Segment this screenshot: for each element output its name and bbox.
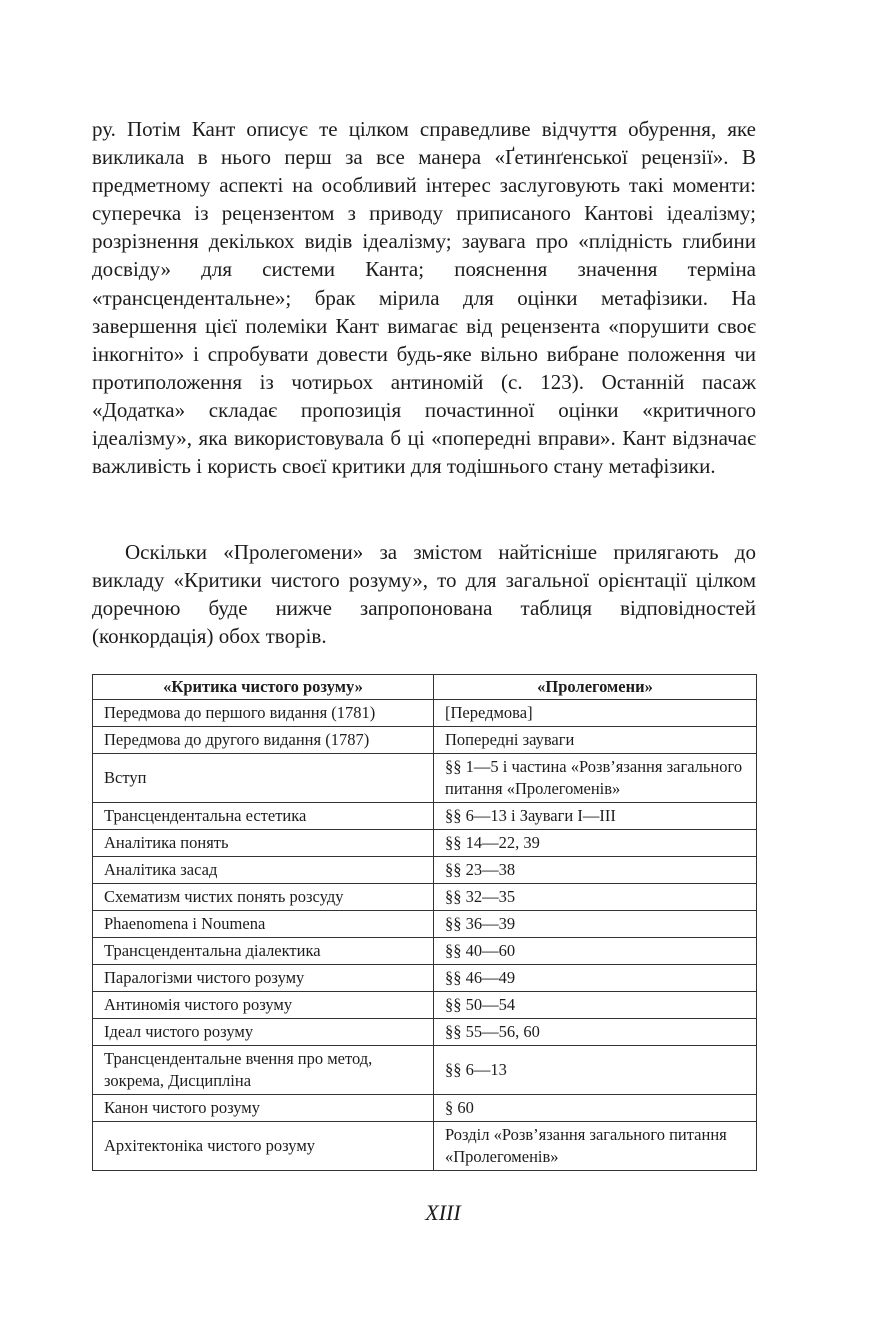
critique-cell: Передмова до першого видання (1781) — [93, 700, 434, 727]
prolegomena-cell: §§ 50—54 — [434, 992, 757, 1019]
critique-cell: Антиномія чистого розуму — [93, 992, 434, 1019]
critique-cell: Схематизм чистих понять розсуду — [93, 884, 434, 911]
table-row — [93, 754, 757, 803]
prolegomena-cell: §§ 55—56, 60 — [434, 1019, 757, 1046]
critique-cell: Трансцендентальне вчення про метод, зокрема, Дисципліна — [93, 1046, 434, 1095]
prolegomena-cell: §§ 6—13 і Зауваги I—III — [434, 803, 757, 830]
body-paragraph-1: ру. Потім Кант описує те цілком справедливе відчуття обурення, яке викликала в нього перш за все манера «Ґетинґенської рецензії». В предметному аспекті на особливий інтерес заслуговують такі моменти: суперечка із рецензентом з приводу приписаного Кантові ідеалізму; розрізнення декількох видів ідеалізму; заувага про «плідність глибини досвіду» для системи Канта; пояснення значення терміна «трансцендентальне»; брак мірила для оцінки метафізики. На завершення цієї полеміки Кант вимагає від рецензента «порушити своє інкогніто» і спробувати довести будь-яке вільно вибране положення чи протиположення із чотирьох антиномій (с. 123). Останній пасаж «Додатка» складає пропозиція почастинної оцінки «критичного ідеалізму», яка використовувала б ці «попередні вправи». Кант відзначає важливість і користь своєї критики для тодішнього стану метафізики. — [92, 117, 756, 479]
critique-cell: Паралогізми чистого розуму — [93, 965, 434, 992]
critique-cell: Вступ — [93, 754, 434, 803]
table-row — [93, 938, 757, 965]
prolegomena-cell: §§ 36—39 — [434, 911, 757, 938]
critique-cell: Канон чистого розуму — [93, 1095, 434, 1122]
critique-cell: Phaenomena і Noumena — [93, 911, 434, 938]
page-number: XIII — [425, 1200, 461, 1225]
critique-cell: Трансцендентальна естетика — [93, 803, 434, 830]
critique-cell: Аналітика понять — [93, 830, 434, 857]
prolegomena-cell: Розділ «Розв’язання загального питання «Пролегоменів» — [434, 1122, 757, 1171]
table-row — [93, 1046, 757, 1095]
table-row — [93, 830, 757, 857]
table-row — [93, 700, 757, 727]
table-row — [93, 911, 757, 938]
prolegomena-cell: [Передмова] — [434, 700, 757, 727]
column-header-prolegomena: «Пролегомени» — [434, 675, 757, 700]
prolegomena-cell: §§ 40—60 — [434, 938, 757, 965]
prolegomena-cell: § 60 — [434, 1095, 757, 1122]
prolegomena-cell: §§ 46—49 — [434, 965, 757, 992]
prolegomena-cell: §§ 1—5 і частина «Розв’язання загального питання «Пролегоменів» — [434, 754, 757, 803]
critique-cell: Архітектоніка чистого розуму — [93, 1122, 434, 1171]
prolegomena-cell: §§ 14—22, 39 — [434, 830, 757, 857]
body-paragraph-2: Оскільки «Пролегомени» за змістом найтісніше прилягають до викладу «Критики чистого розуму», то для загальної орієнтації цілком доречною буде нижче запропонована таблиця відповідностей (конкордація) обох творів. — [92, 540, 756, 649]
critique-cell: Аналітика засад — [93, 857, 434, 884]
critique-cell: Ідеал чистого розуму — [93, 1019, 434, 1046]
critique-cell: Передмова до другого видання (1787) — [93, 727, 434, 754]
column-header-critique: «Критика чистого розуму» — [93, 675, 434, 700]
table-row — [93, 803, 757, 830]
table-header-row — [93, 675, 757, 700]
concordance-table — [92, 674, 757, 1171]
prolegomena-cell: §§ 6—13 — [434, 1046, 757, 1095]
prolegomena-cell: Попередні зауваги — [434, 727, 757, 754]
critique-cell: Трансцендентальна діалектика — [93, 938, 434, 965]
table-row — [93, 1095, 757, 1122]
table-row — [93, 857, 757, 884]
prolegomena-cell: §§ 32—35 — [434, 884, 757, 911]
table-row — [93, 1019, 757, 1046]
table-row — [93, 1122, 757, 1171]
table-row — [93, 727, 757, 754]
table-row — [93, 992, 757, 1019]
prolegomena-cell: §§ 23—38 — [434, 857, 757, 884]
table-row — [93, 965, 757, 992]
table-row — [93, 884, 757, 911]
